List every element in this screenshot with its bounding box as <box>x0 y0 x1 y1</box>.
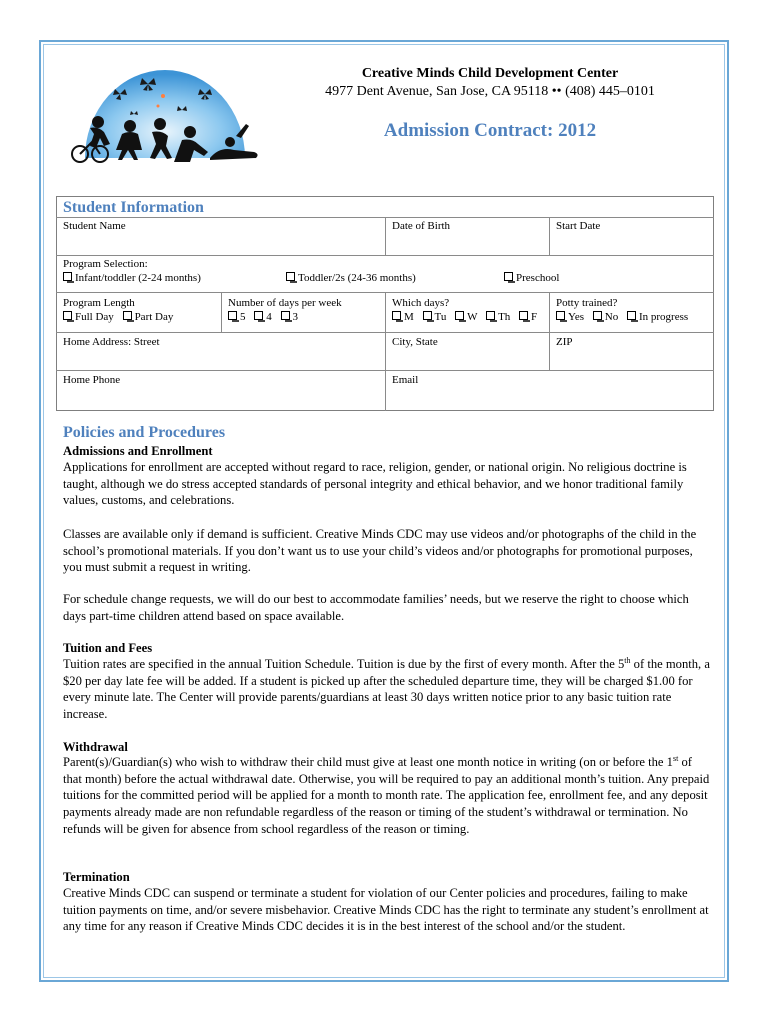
admissions-paragraph-3: For schedule change requests, we will do our best to accommodate families’ needs, but we reserve the right to choose which days part-time children attend based on space available. <box>63 592 689 623</box>
withdrawal-paragraph: Parent(s)/Guardian(s) who wish to withdraw their child must give at least one month notice in writing (on or before the 1st of that month) before the actual withdrawal date. Otherwise, you will be required to pay an additional month’s tuition. Any prepaid tuitions for the committed period will be applied for a month to month rate. The application fee, enrollment fee, and any deposit payments already made are non refundable regardless of the reason or timing of the student’s withdrawal or termination. No refunds will be given for absence from school regardless of the reason or timing. <box>63 753 710 836</box>
checkbox-icon[interactable] <box>504 272 513 281</box>
checkbox-icon[interactable] <box>423 311 432 320</box>
admissions-paragraph-2: Classes are available only if demand is sufficient. Creative Minds CDC may use videos and/or photographs of the child in the school’s promotional materials. If you don’t want us to use your child’s videos and/or photographs for promotional purposes, you must submit a request in writing. <box>63 527 697 575</box>
zip-field[interactable]: ZIP <box>556 336 573 348</box>
days-5-option[interactable]: 5 <box>240 311 246 323</box>
day-th-option[interactable]: Th <box>498 311 511 323</box>
col-divider <box>221 292 222 332</box>
potty-in-progress-option[interactable]: In progress <box>638 311 689 323</box>
days-per-week-options <box>228 310 298 324</box>
center-name: Creative Minds Child Development Center <box>361 66 619 81</box>
program-length-label: Program Length <box>63 297 135 309</box>
days-per-week-label: Number of days per week <box>228 297 342 309</box>
checkbox-icon[interactable] <box>593 311 602 320</box>
center-address: 4977 Dent Avenue, San Jose, CA 95118 •• (408) 445–0101 <box>325 84 655 99</box>
row-divider <box>56 255 714 256</box>
program-option-toddler[interactable]: Toddler/2s (24-36 months) <box>286 271 416 285</box>
program-selection-label: Program Selection: <box>63 258 148 270</box>
admissions-paragraph-1: Applications for enrollment are accepted without regard to race, religion, gender, or national origin. No religious doctrine is taught, although we do stress accepted standards of personal integrity and ethical behavior, and we honor traditional family values, customs, and celebrations. <box>63 460 687 508</box>
checkbox-icon[interactable] <box>627 311 636 320</box>
checkbox-icon[interactable] <box>392 311 401 320</box>
children-butterflies-logo <box>60 58 265 170</box>
day-tu-option[interactable]: Tu <box>434 311 447 323</box>
checkbox-icon[interactable] <box>556 311 565 320</box>
full-day-option[interactable]: Full Day <box>75 311 114 323</box>
home-address-field[interactable]: Home Address: Street <box>63 336 160 348</box>
student-name-field[interactable]: Student Name <box>63 220 126 232</box>
potty-trained-label: Potty trained? <box>556 297 618 309</box>
col-divider <box>385 292 386 411</box>
contract-title: Admission Contract: 2012 <box>383 120 597 141</box>
which-days-label: Which days? <box>392 297 450 309</box>
col-divider <box>549 292 550 370</box>
day-w-option[interactable]: W <box>467 311 478 323</box>
checkbox-icon[interactable] <box>228 311 237 320</box>
termination-paragraph: Creative Minds CDC can suspend or terminate a student for violation of our Center policies and procedures, failing to make tuition payments on time, and/or severe misbehavior. Creative Minds CDC has the right to terminate any student’s enrollment at any time for any reason if Creative Minds CDC decides it is in the best interest of the school and/or the student. <box>63 886 709 934</box>
tuition-paragraph: Tuition rates are specified in the annual Tuition Schedule. Tuition is due by the first of every month. After the 5th of the month, a $20 per day late fee will be added. If a student is picked up after the scheduled departure time, they will be charged $1.00 for every minute late. The Center will provide parents/guardians at least 30 days written notice prior to any basic tuition rate increase. <box>63 655 710 722</box>
student-info-title: Student Information <box>63 199 204 216</box>
checkbox-icon[interactable] <box>123 311 132 320</box>
checkbox-icon[interactable] <box>486 311 495 320</box>
tuition-heading: Tuition and Fees <box>63 641 153 655</box>
which-days-options <box>392 310 537 324</box>
part-day-option[interactable]: Part Day <box>134 311 174 323</box>
col-divider <box>549 217 550 255</box>
checkbox-icon[interactable] <box>63 311 72 320</box>
potty-no-option[interactable]: No <box>604 311 619 323</box>
email-field[interactable]: Email <box>392 374 419 386</box>
checkbox-icon[interactable] <box>519 311 528 320</box>
days-4-option[interactable]: 4 <box>266 311 272 323</box>
date-of-birth-field[interactable]: Date of Birth <box>392 220 451 232</box>
program-option-preschool[interactable]: Preschool <box>504 271 559 285</box>
withdrawal-heading: Withdrawal <box>63 740 128 754</box>
program-length-options <box>63 310 173 324</box>
checkbox-icon[interactable] <box>286 272 295 281</box>
checkbox-icon[interactable] <box>281 311 290 320</box>
checkbox-icon[interactable] <box>63 272 72 281</box>
checkbox-icon[interactable] <box>455 311 464 320</box>
day-m-option[interactable]: M <box>404 311 414 323</box>
day-f-option[interactable]: F <box>531 311 538 323</box>
termination-heading: Termination <box>63 870 130 884</box>
policies-title: Policies and Procedures <box>63 424 226 441</box>
start-date-field[interactable]: Start Date <box>556 220 601 232</box>
program-option-infant[interactable]: Infant/toddler (2-24 months) <box>63 271 201 285</box>
col-divider <box>385 217 386 255</box>
home-phone-field[interactable]: Home Phone <box>63 374 121 386</box>
days-3-option[interactable]: 3 <box>292 311 298 323</box>
page-border-inner <box>43 44 725 978</box>
city-state-field[interactable]: City, State <box>392 336 438 348</box>
potty-trained-options <box>556 310 688 324</box>
potty-yes-option[interactable]: Yes <box>568 311 585 323</box>
checkbox-icon[interactable] <box>254 311 263 320</box>
admissions-heading: Admissions and Enrollment <box>63 444 213 458</box>
